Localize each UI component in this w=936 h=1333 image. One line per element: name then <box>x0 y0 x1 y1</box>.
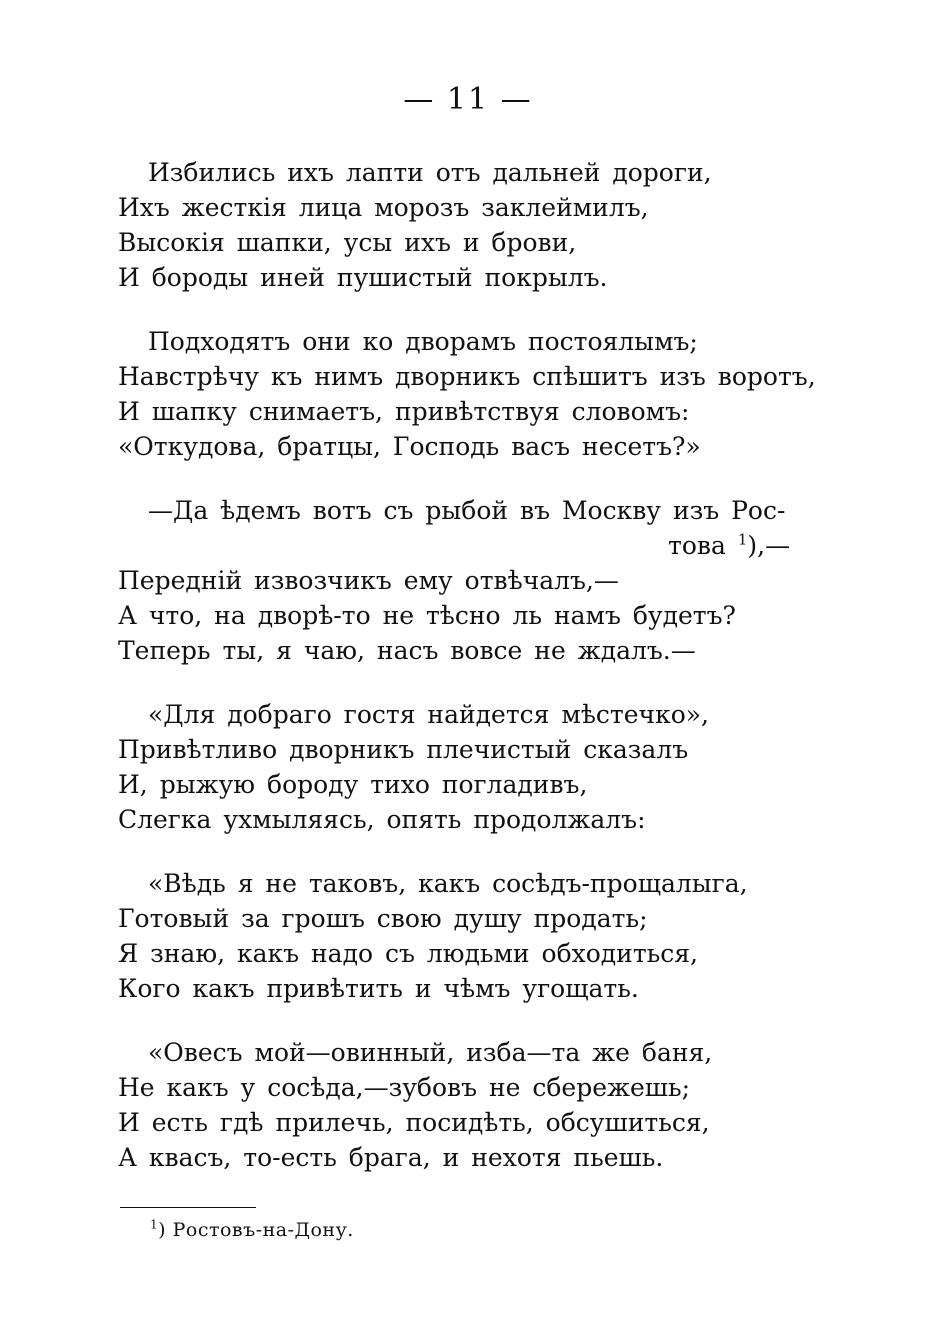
verse-line: Готовый за грошъ свою душу продать; <box>118 904 648 933</box>
verse-line: «Для добраго гостя найдется мѣстечко», <box>148 700 709 729</box>
verse-line: Высокія шапки, усы ихъ и брови, <box>118 228 577 257</box>
verse-line: И есть гдѣ прилечь, посидѣть, обсушиться, <box>118 1108 710 1137</box>
verse-line: Избились ихъ лапти отъ дальней дороги, <box>148 158 712 187</box>
verse-line: И шапку снимаетъ, привѣтствуя словомъ: <box>118 397 690 426</box>
verse-line: Не какъ у сосѣда,—зубовъ не сбережешь; <box>118 1073 691 1102</box>
verse-line: Навстрѣчу къ нимъ дворникъ спѣшитъ изъ воротъ, <box>118 362 816 391</box>
footnote-marker: 1 <box>150 1217 159 1232</box>
verse-line: «Овесъ мой—овинный, изба—та же баня, <box>148 1038 713 1067</box>
footnote-divider <box>120 1207 256 1208</box>
verse-line: Подходятъ они ко дворамъ постоялымъ; <box>148 327 698 356</box>
page-number: — 11 — <box>403 82 533 117</box>
verse-line: «Откудова, братцы, Господь васъ несетъ?» <box>118 432 701 461</box>
verse-line-continuation <box>668 531 790 561</box>
continuation-text: това <box>668 531 726 560</box>
verse-line: Кого какъ привѣтить и чѣмъ угощать. <box>118 974 639 1003</box>
verse-line: Ихъ жесткія лица морозъ заклеймилъ, <box>118 193 649 222</box>
continuation-tail: ),— <box>747 531 791 560</box>
footnote-reference: 1 <box>737 530 748 549</box>
verse-line: Слегка ухмыляясь, опять продолжалъ: <box>118 805 646 834</box>
verse-line: А что, на дворѣ-то не тѣсно ль намъ будетъ? <box>118 601 736 630</box>
verse-line: —Да ѣдемъ вотъ съ рыбой въ Москву изъ Рос- <box>148 496 786 525</box>
verse-line: Привѣтливо дворникъ плечистый сказалъ <box>118 735 689 764</box>
verse-line: Теперь ты, я чаю, насъ вовсе не ждалъ.— <box>118 636 696 665</box>
verse-line: «Вѣдь я не таковъ, какъ сосѣдъ-прощалыга, <box>148 869 748 898</box>
verse-line: Передній извозчикъ ему отвѣчалъ,— <box>118 566 619 595</box>
verse-line: Я знаю, какъ надо съ людьми обходиться, <box>118 939 698 968</box>
verse-line: И, рыжую бороду тихо погладивъ, <box>118 770 588 799</box>
footnote <box>150 1219 354 1241</box>
verse-line: А квасъ, то-есть брага, и нехотя пьешь. <box>118 1143 664 1172</box>
footnote-text: ) Ростовъ-на-Дону. <box>158 1219 354 1241</box>
verse-line: И бороды иней пушистый покрылъ. <box>118 263 608 292</box>
